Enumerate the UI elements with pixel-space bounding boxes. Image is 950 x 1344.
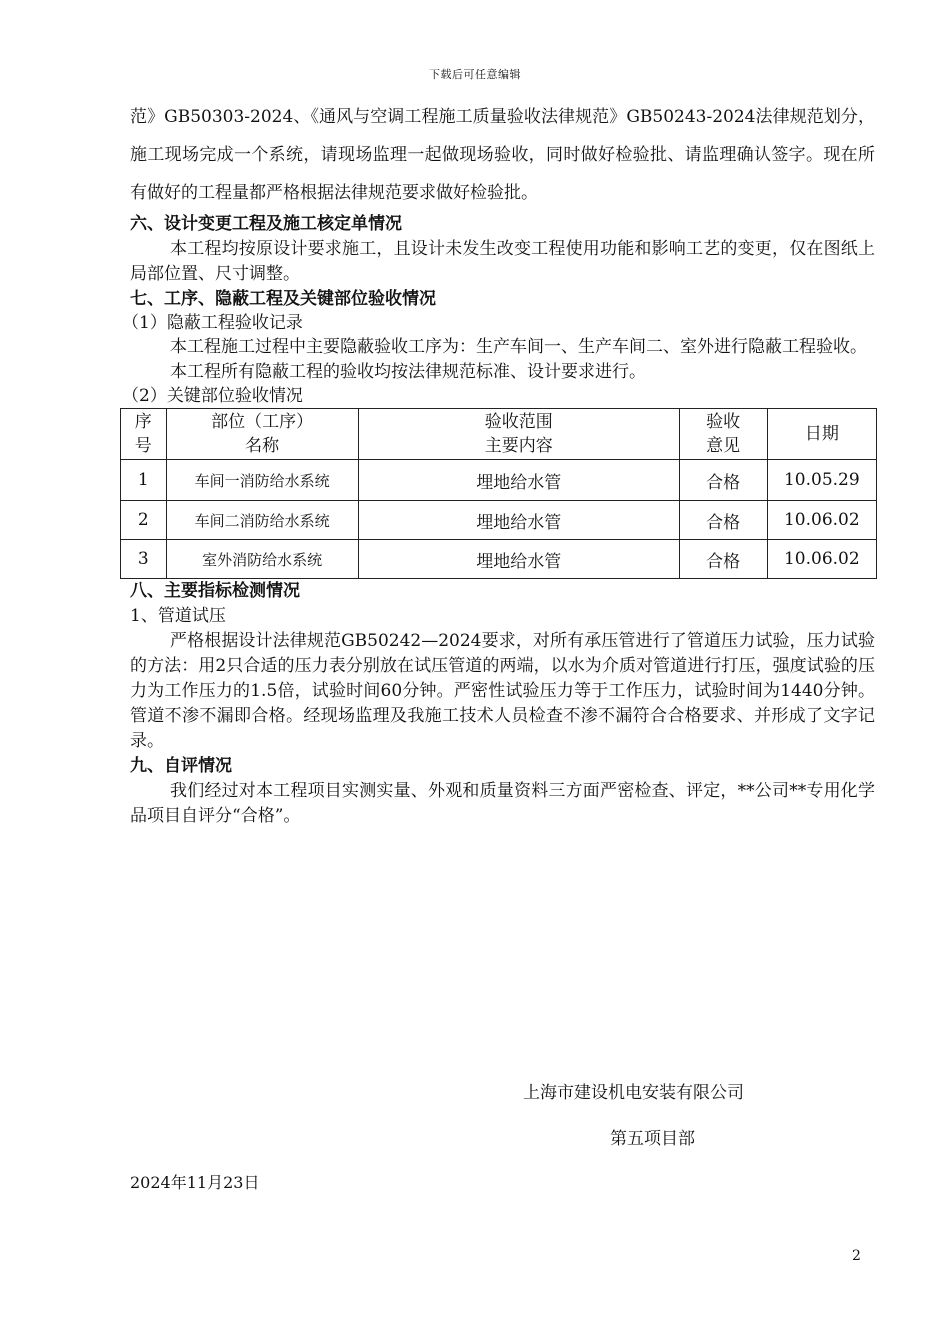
cell-part: 车间二消防给水系统 [166, 501, 358, 540]
section7-sub2: （2）关键部位验收情况 [122, 386, 303, 406]
cell-part: 车间一消防给水系统 [166, 460, 358, 501]
signature-date: 2024年11月23日 [130, 1173, 260, 1192]
section7-para1: 本工程施工过程中主要隐蔽验收工序为：生产车间一、生产车间二、室外进行隐蔽工程验收。 [170, 337, 867, 357]
intro-paragraph: 范》GB50303-2024、《通风与空调工程施工质量验收法律规范》GB50243-2024法律规范划分，施工现场完成一个系统，请现场监理一起做现场验收，同时做好检验批、请监理确认签字。现在所有做好的工程量都严格根据法律规范要求做好检验批。 [130, 107, 875, 203]
cell-scope: 埋地给水管 [358, 501, 679, 540]
section6-paragraph: 本工程均按原设计要求施工，且设计未发生改变工程使用功能和影响工艺的变更，仅在图纸上局部位置、尺寸调整。 [130, 239, 875, 284]
section7-sub1: （1）隐蔽工程验收记录 [122, 313, 303, 333]
signature-company: 上海市建设机电安装有限公司 [523, 1083, 744, 1103]
cell-seq: 3 [121, 540, 167, 579]
cell-date: 10.06.02 [767, 540, 876, 579]
header-opinion: 验收 意见 [679, 409, 767, 460]
section9-heading: 九、自评情况 [130, 756, 232, 776]
table-header-row [121, 409, 877, 460]
section7-para2: 本工程所有隐蔽工程的验收均按法律规范标准、设计要求进行。 [170, 362, 646, 382]
cell-seq: 1 [121, 460, 167, 501]
cell-date: 10.05.29 [767, 460, 876, 501]
cell-opinion: 合格 [679, 460, 767, 501]
section8-heading: 八、主要指标检测情况 [130, 581, 300, 601]
page-number: 2 [852, 1248, 861, 1264]
acceptance-table [120, 408, 877, 579]
header-date: 日期 [767, 409, 876, 460]
section7-heading: 七、工序、隐蔽工程及关键部位验收情况 [130, 289, 436, 309]
header-part: 部位（工序） 名称 [166, 409, 358, 460]
signature-department: 第五项目部 [610, 1129, 695, 1149]
section9-paragraph: 我们经过对本工程项目实测实量、外观和质量资料三方面严密检查、评定，**公司**专用化学品项目自评分“合格”。 [130, 781, 875, 826]
section8-paragraph: 严格根据设计法律规范GB50242—2024要求，对所有承压管进行了管道压力试验，压力试验的方法：用2只合适的压力表分别放在试压管道的两端，以水为介质对管道进行打压，强度试验的压力为工作压力的1.5倍，试验时间60分钟。严密性试验压力等于工作压力，试验时间为1440分钟。管道不渗不漏即合格。经现场监理及我施工技术人员检查不渗不漏符合合格要求、并形成了文字记录。 [130, 631, 875, 751]
cell-scope: 埋地给水管 [358, 460, 679, 501]
cell-seq: 2 [121, 501, 167, 540]
cell-scope: 埋地给水管 [358, 540, 679, 579]
cell-date: 10.06.02 [767, 501, 876, 540]
header-scope: 验收范围 主要内容 [358, 409, 679, 460]
table-row [121, 501, 877, 540]
header-seq: 序 号 [121, 409, 167, 460]
table-row [121, 540, 877, 579]
section6-heading: 六、设计变更工程及施工核定单情况 [130, 214, 402, 234]
cell-opinion: 合格 [679, 540, 767, 579]
document-body [122, 98, 875, 829]
table-row [121, 460, 877, 501]
cell-part: 室外消防给水系统 [166, 540, 358, 579]
section8-sub1: 1、管道试压 [130, 606, 226, 626]
cell-opinion: 合格 [679, 501, 767, 540]
header-note: 下载后可任意编辑 [429, 68, 521, 81]
